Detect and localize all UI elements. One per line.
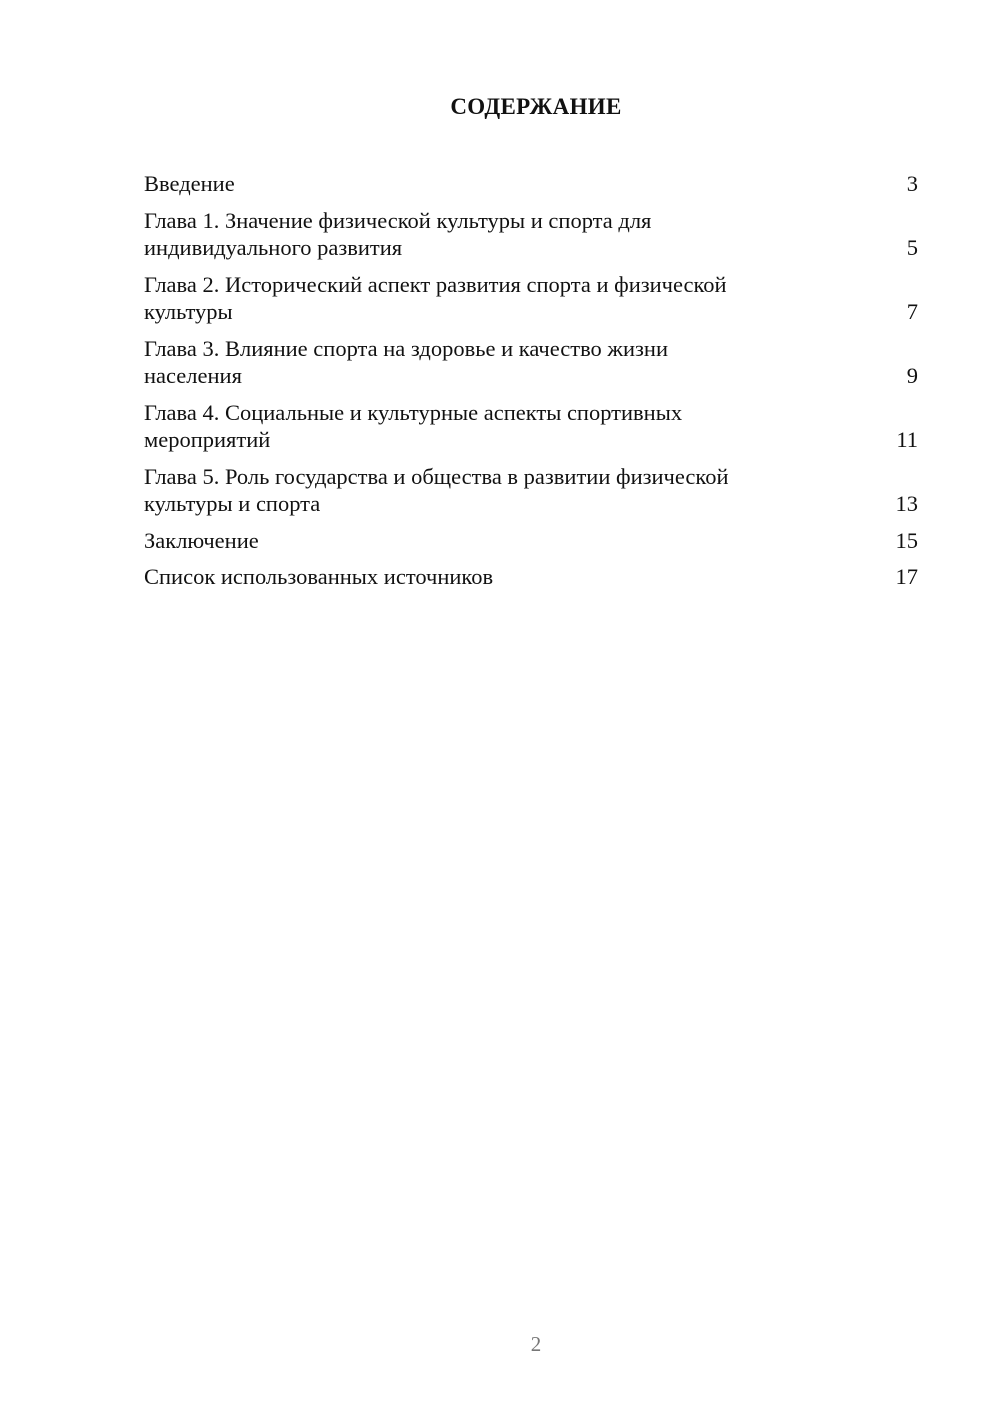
toc-entry-introduction [144, 170, 918, 198]
toc-entry-text: Глава 3. Влияние спорта на здоровье и качество жизни населения [144, 335, 668, 388]
toc-entry-text: Глава 1. Значение физической культуры и спорта для индивидуального развития [144, 207, 652, 260]
toc-entry-page: 13 [895, 491, 918, 516]
toc-entry-chapter-5 [144, 463, 918, 518]
toc-entry-page: 17 [895, 564, 918, 589]
toc-entry-text: Глава 4. Социальные и культурные аспекты спортивных мероприятий [144, 399, 683, 452]
toc-entry-page: 15 [895, 527, 918, 553]
toc-entry-chapter-1 [144, 207, 918, 262]
toc-title: СОДЕРЖАНИЕ [450, 94, 622, 119]
toc-entry-page: 9 [906, 363, 918, 388]
page-number: 2 [530, 1332, 542, 1356]
toc-entry-chapter-4 [144, 399, 918, 454]
toc-entry-text: Глава 5. Роль государства и общества в развитии физической культуры и спорта [144, 463, 729, 516]
toc-entry-references [144, 563, 918, 591]
toc-entry-text: Заключение [144, 527, 259, 553]
toc-entry-text: Список использованных источников [144, 564, 494, 589]
toc-entry-text: Глава 2. Исторический аспект развития спорта и физической культуры [144, 271, 727, 324]
toc-entry-page: 11 [896, 427, 918, 452]
toc-entry-text: Введение [144, 171, 235, 196]
toc-entry-chapter-3 [144, 335, 918, 390]
toc-entry-page: 3 [906, 171, 918, 196]
table-of-contents [144, 170, 918, 600]
toc-entry-page: 7 [906, 299, 918, 324]
toc-entry-conclusion [144, 527, 918, 555]
toc-entry-page: 5 [906, 235, 918, 260]
toc-entry-chapter-2 [144, 271, 918, 326]
